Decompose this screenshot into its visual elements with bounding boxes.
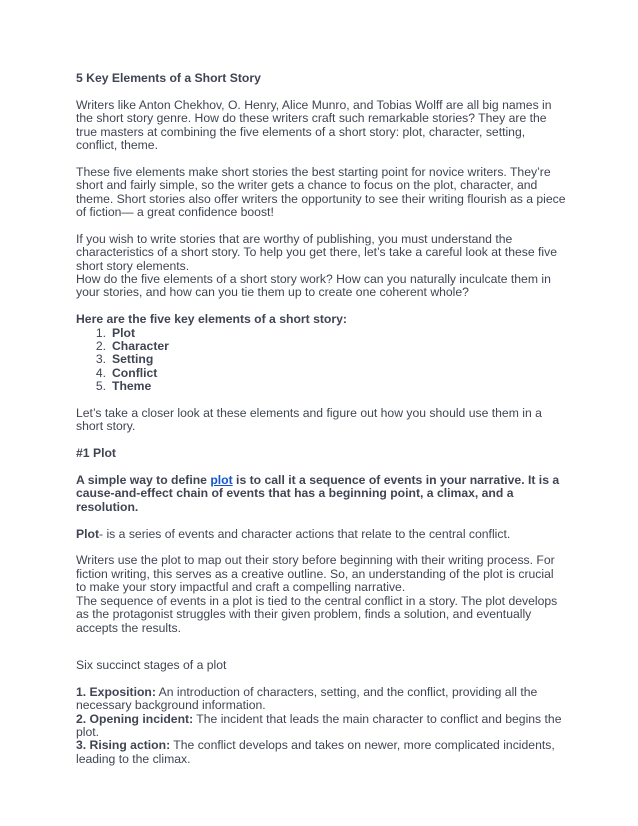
- intro-paragraph-1: Writers like Anton Chekhov, O. Henry, Alice Munro, and Tobias Wolff are all big names in the short story genre. How do these writers craft such remarkable stories? They are the true masters at combining the five elements of a short story: plot, character, setting, conflict, theme.: [76, 97, 552, 153]
- plot-term-paragraph: [76, 528, 566, 541]
- stages-heading: Six succinct stages of a plot: [76, 657, 227, 672]
- plot-heading: #1 Plot: [76, 446, 116, 461]
- list-item: [76, 367, 566, 380]
- elements-heading: Here are the five key elements of a short story:: [76, 312, 347, 327]
- plot-link[interactable]: plot: [210, 473, 233, 488]
- list-item-label: Setting: [112, 352, 154, 367]
- list-item-label: Plot: [112, 325, 136, 340]
- plot-term-definition: - is a series of events and character actions that relate to the central conflict.: [99, 526, 511, 541]
- stage-text: The conflict develops and takes on newer, more complicated incidents, leading to the climax.: [76, 738, 555, 766]
- list-item-label: Conflict: [112, 365, 158, 380]
- stage-term: 2. Opening incident:: [76, 711, 194, 726]
- list-item: [76, 340, 566, 353]
- intro-paragraph-2: These five elements make short stories the best starting point for novice writers. They’re short and fairly simple, so the writer gets a chance to focus on the plot, character, and theme. Short stories also offer writers the opportunity to see their writing flourish as a piece of fiction— a great confidence boost!: [76, 164, 566, 220]
- stage-item: [76, 713, 566, 740]
- closer-look-paragraph: Let’s take a closer look at these elements and figure out how you should use them in a short story.: [76, 406, 542, 434]
- plot-definition-end: is to call it a sequence of events in your narrative. It is a cause-and-effect chain of events that has a beginning point, a climax, and a resolution.: [76, 473, 560, 514]
- list-item-number: 5.: [95, 379, 106, 394]
- intro-paragraph-4: How do the five elements of a short story work? How can you naturally inculcate them in your stories, and how can you tie them up to create one coherent whole?: [76, 272, 551, 300]
- stage-text: The incident that leads the main character to conflict and begins the plot.: [76, 711, 562, 739]
- list-item-number: 4.: [95, 365, 106, 380]
- elements-list: [76, 327, 566, 394]
- list-item-number: 1.: [95, 325, 106, 340]
- stage-item: [76, 739, 566, 766]
- list-item-number: 3.: [95, 352, 106, 367]
- stage-term: 1. Exposition:: [76, 684, 156, 699]
- plot-paragraph-1: Writers use the plot to map out their story before beginning with their writing process. For fiction writing, this serves as a creative outline. So, an understanding of the plot is crucial to make your story impactful and craft a compelling narrative.: [76, 553, 555, 595]
- plot-paragraph-2: The sequence of events in a plot is tied to the central conflict in a story. The plot develops as the protagonist struggles with their given problem, finds a solution, and eventually accepts the results.: [76, 593, 558, 635]
- list-item-label: Character: [112, 339, 169, 354]
- intro-paragraph-3: If you wish to write stories that are worthy of publishing, you must understand the characteristics of a short story. To help you get there, let’s take a careful look at these five short story elements.: [76, 231, 557, 273]
- document-page: [76, 72, 566, 766]
- document-title: 5 Key Elements of a Short Story: [76, 71, 261, 85]
- list-item-number: 2.: [95, 339, 106, 354]
- list-item: [76, 353, 566, 366]
- stage-term: 3. Rising action:: [76, 738, 171, 753]
- list-item: [76, 327, 566, 340]
- stage-text: An introduction of characters, setting, and the conflict, providing all the necessary background information.: [76, 684, 538, 713]
- plot-definition: [76, 474, 566, 514]
- plot-definition-start: A simple way to define: [76, 473, 211, 488]
- stage-item: [76, 686, 566, 713]
- list-item-label: Theme: [112, 379, 152, 394]
- plot-term: Plot: [76, 526, 100, 541]
- list-item: [76, 380, 566, 393]
